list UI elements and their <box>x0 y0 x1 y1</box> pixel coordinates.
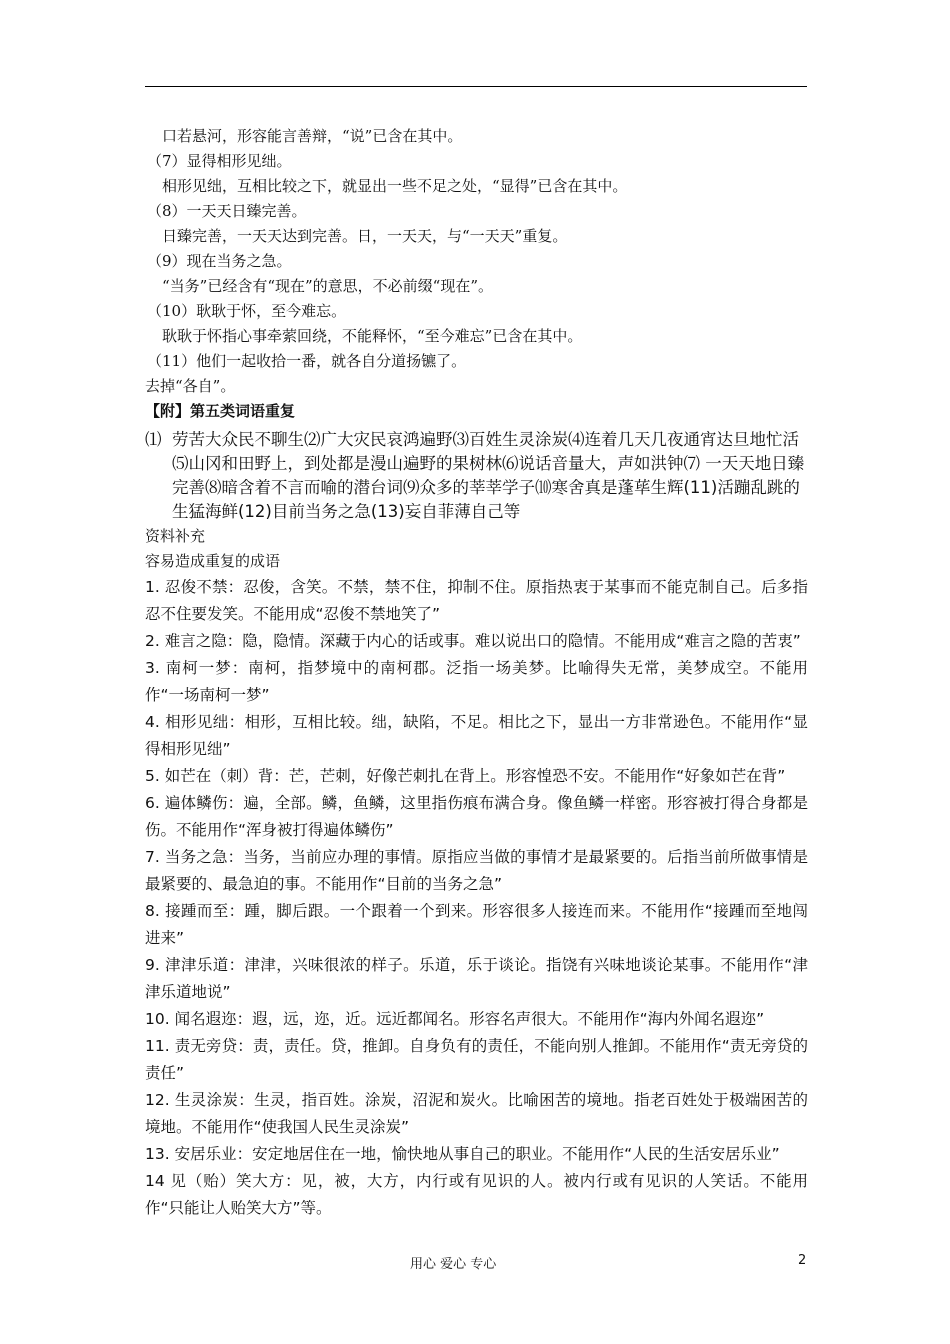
supplement-title: 资料补充 <box>145 527 206 545</box>
idiom-entry: 4. 相形见绌：相形，互相比较。绌，缺陷，不足。相比之下，显出一方非常逊色。不能用作“显得相形见绌” <box>145 713 808 758</box>
idiom-entry: 5. 如芒在（刺）背：芒，芒刺，好像芒刺扎在背上。形容惶恐不安。不能用作“好象如芒在背” <box>145 767 786 785</box>
fifth-class-number: ⑴ <box>145 430 162 449</box>
intro-section <box>145 124 811 399</box>
appendix-heading: 【附】第五类词语重复 <box>145 402 296 420</box>
page-content <box>145 124 811 1222</box>
idiom-entry: 14 见（贻）笑大方：见，被，大方，内行或有见识的人。被内行或有见识的人笑话。不能用作“只能让人贻笑大方”等。 <box>145 1172 808 1217</box>
page-footer <box>0 1253 950 1273</box>
idiom-entry: 12. 生灵涂炭：生灵，指百姓。涂炭，沼泥和炭火。比喻困苦的境地。指老百姓处于极端困苦的境地。不能用作“使我国人民生灵涂炭” <box>145 1091 808 1136</box>
intro-line: （8）一天天日臻完善。 <box>147 202 307 220</box>
idiom-entry: 7. 当务之急：当务，当前应办理的事情。原指应当做的事情才是最紧要的。后指当前所做事情是最紧要的、最急迫的事。不能用作“目前的当务之急” <box>145 848 808 893</box>
idiom-list <box>145 574 811 1222</box>
intro-line: （10）耿耿于怀，至今难忘。 <box>147 302 347 320</box>
intro-line: “当务”已经含有“现在”的意思，不必前缀“现在”。 <box>162 277 494 295</box>
idiom-entry: 10. 闻名遐迩：遐，远，迩，近。远近都闻名。形容名声很大。不能用作“海内外闻名遐迩” <box>145 1010 765 1028</box>
idiom-entry: 3. 南柯一梦：南柯，指梦境中的南柯郡。泛指一场美梦。比喻得失无常，美梦成空。不能用作“一场南柯一梦” <box>145 659 808 704</box>
footer-slogan: 用心 爱心 专心 <box>410 1257 497 1272</box>
intro-line: 去掉“各自”。 <box>145 377 236 395</box>
idiom-entry: 9. 津津乐道：津津，兴味很浓的样子。乐道，乐于谈论。指饶有兴味地谈论某事。不能用作“津津乐道地说” <box>145 956 808 1001</box>
intro-line: （7）显得相形见绌。 <box>147 152 292 170</box>
idiom-entry: 1. 忍俊不禁：忍俊，含笑。不禁，禁不住，抑制不住。原指热衷于某事而不能克制自己。后多指忍不住要发笑。不能用成“忍俊不禁地笑了” <box>145 578 808 623</box>
intro-line: （11）他们一起收拾一番，就各自分道扬镳了。 <box>147 352 467 370</box>
idiom-entry: 11. 责无旁贷：责，责任。贷，推卸。自身负有的责任，不能向别人推卸。不能用作“责无旁贷的责任” <box>145 1037 808 1082</box>
idiom-entry: 8. 接踵而至：踵，脚后跟。一个跟着一个到来。形容很多人接连而来。不能用作“接踵而至地闯进来” <box>145 902 808 947</box>
page-number: 2 <box>798 1253 807 1268</box>
supplement-subtitle: 容易造成重复的成语 <box>145 552 281 570</box>
fifth-class-text: 劳苦大众民不聊生⑵广大灾民哀鸿遍野⑶百姓生灵涂炭⑷连着几天几夜通宵达旦地忙活⑸山冈和田野上，到处都是漫山遍野的果树林⑹说话音量大，声如洪钟⑺ 一天天地日臻完善⑻暗含着不言而喻的潜台词⑼众多的莘莘学子⑽寒舍真是蓬荜生辉(11)活蹦乱跳的生猛海鲜(12)目前当务之急(13)妄自菲薄自己等 <box>172 430 805 521</box>
header-rule <box>145 86 807 87</box>
fifth-class-list <box>145 428 811 524</box>
idiom-entry: 2. 难言之隐：隐，隐情。深藏于内心的话或事。难以说出口的隐情。不能用成“难言之隐的苦衷” <box>145 632 801 650</box>
intro-line: 耿耿于怀指心事牵萦回绕，不能释怀，“至今难忘”已含在其中。 <box>162 327 583 345</box>
intro-line: 日臻完善，一天天达到完善。日，一天天，与“一天天”重复。 <box>162 227 568 245</box>
intro-line: （9）现在当务之急。 <box>147 252 292 270</box>
intro-line: 口若悬河，形容能言善辩，“说”已含在其中。 <box>162 127 463 145</box>
intro-line: 相形见绌，互相比较之下，就显出一些不足之处，“显得”已含在其中。 <box>162 177 628 195</box>
idiom-entry: 13. 安居乐业：安定地居住在一地，愉快地从事自己的职业。不能用作“人民的生活安居乐业” <box>145 1145 780 1163</box>
idiom-entry: 6. 遍体鳞伤：遍，全部。鳞，鱼鳞，这里指伤痕布满合身。像鱼鳞一样密。形容被打得合身都是伤。不能用作“浑身被打得遍体鳞伤” <box>145 794 808 839</box>
